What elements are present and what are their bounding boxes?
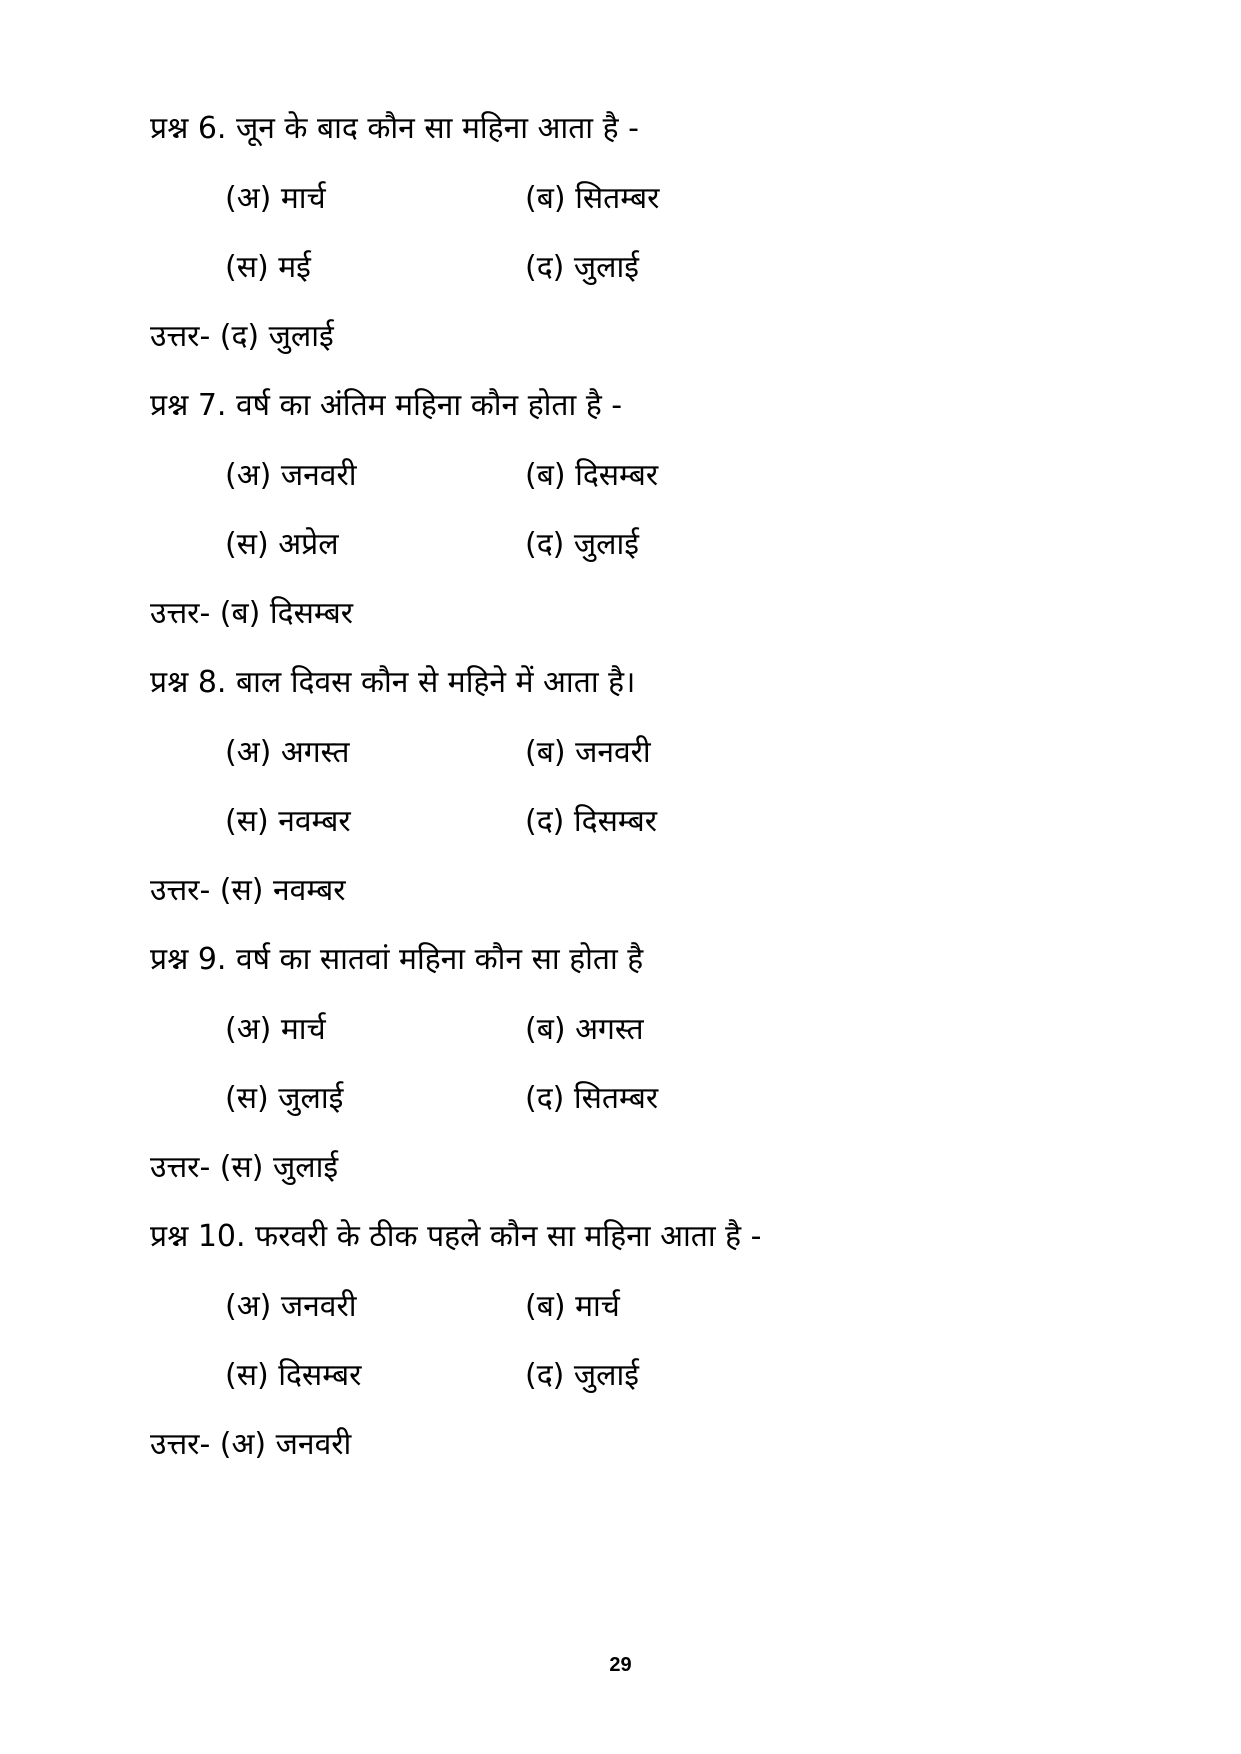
q10-option-d: (द) जुलाई: [525, 1358, 639, 1393]
q8-option-d: (द) दिसम्बर: [525, 804, 658, 839]
page-number: 29: [609, 1654, 632, 1676]
question-8: प्रश्न 8. बाल दिवस कौन से महिने में आता है।: [150, 665, 636, 700]
q8-option-a: (अ) अगस्त: [225, 735, 350, 770]
q7-option-d: (द) जुलाई: [525, 527, 639, 562]
q8-answer: उत्तर- (स) नवम्बर: [150, 873, 346, 908]
q10-answer: उत्तर- (अ) जनवरी: [150, 1427, 352, 1462]
q7-option-a: (अ) जनवरी: [225, 458, 357, 493]
q8-option-b: (ब) जनवरी: [525, 735, 651, 770]
q10-option-a: (अ) जनवरी: [225, 1289, 357, 1324]
q10-option-c: (स) दिसम्बर: [225, 1358, 362, 1393]
q6-option-b: (ब) सितम्बर: [525, 181, 660, 216]
q6-option-c: (स) मई: [225, 250, 311, 285]
q8-option-c: (स) नवम्बर: [225, 804, 351, 839]
question-9: प्रश्न 9. वर्ष का सातवां महिना कौन सा होता है: [150, 942, 644, 977]
q7-option-c: (स) अप्रेल: [225, 527, 339, 562]
q10-option-b: (ब) मार्च: [525, 1289, 620, 1324]
question-10: प्रश्न 10. फरवरी के ठीक पहले कौन सा महिना आता है -: [150, 1219, 762, 1254]
q9-answer: उत्तर- (स) जुलाई: [150, 1150, 339, 1185]
q6-answer: उत्तर- (द) जुलाई: [150, 319, 334, 354]
question-6: प्रश्न 6. जून के बाद कौन सा महिना आता है -: [150, 111, 639, 146]
q9-option-d: (द) सितम्बर: [525, 1081, 659, 1116]
q7-option-b: (ब) दिसम्बर: [525, 458, 659, 493]
q7-answer: उत्तर- (ब) दिसम्बर: [150, 596, 354, 631]
q6-option-d: (द) जुलाई: [525, 250, 639, 285]
q9-option-b: (ब) अगस्त: [525, 1012, 644, 1047]
question-7: प्रश्न 7. वर्ष का अंतिम महिना कौन होता है -: [150, 388, 623, 423]
q9-option-c: (स) जुलाई: [225, 1081, 344, 1116]
q9-option-a: (अ) मार्च: [225, 1012, 326, 1047]
q6-option-a: (अ) मार्च: [225, 181, 326, 216]
